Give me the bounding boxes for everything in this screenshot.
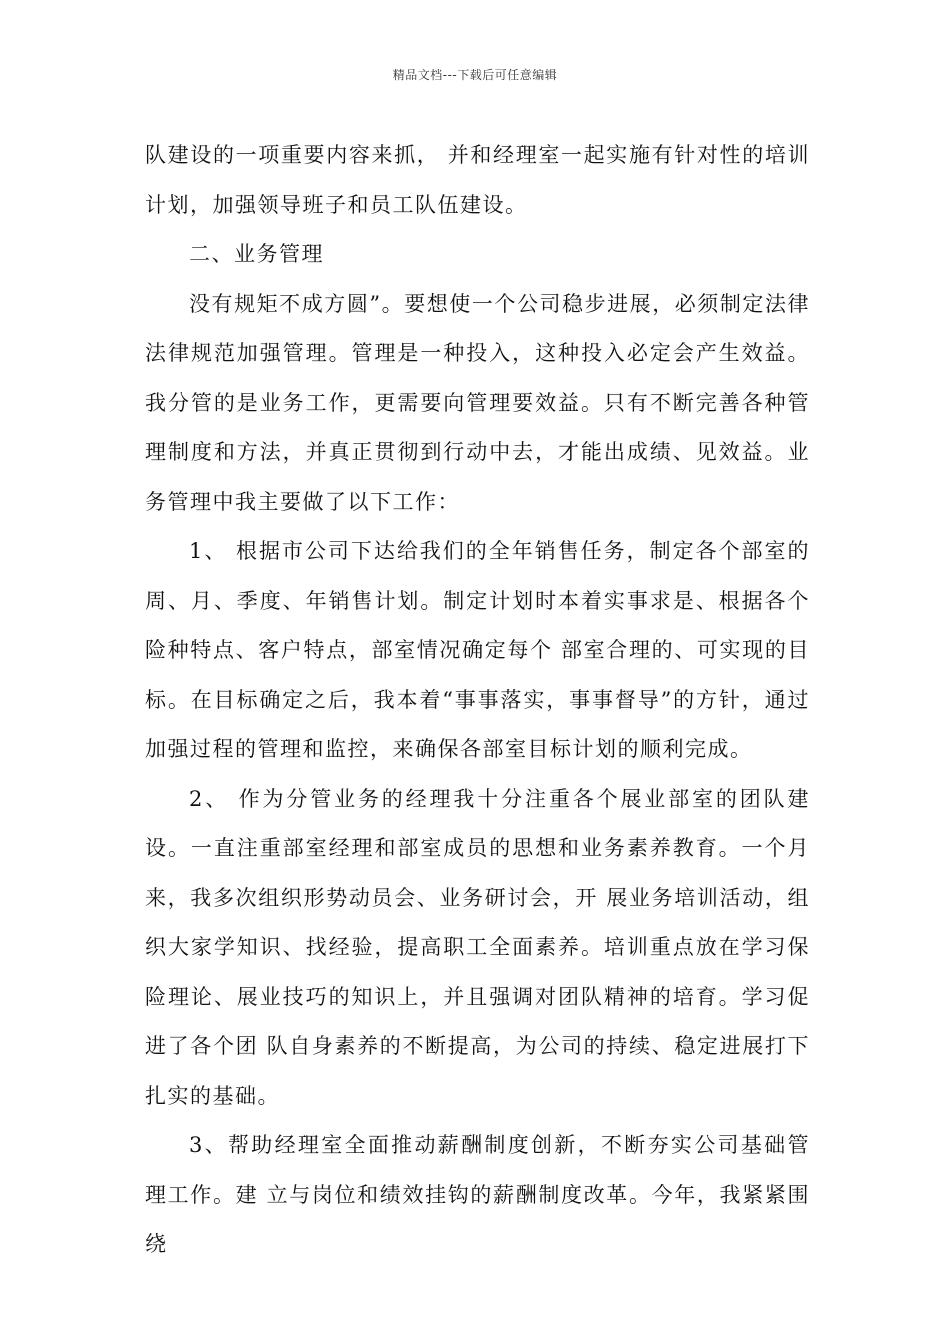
paragraph-team-building: 队建设的一项重要内容来抓， 并和经理室一起实施有针对性的培训计划，加强领导班子和员工队伍建设。	[145, 143, 810, 217]
paragraph-item-3-salary-reform: 3、帮助经理室全面推动薪酬制度创新，不断夯实公司基础管理工作。建 立与岗位和绩效挂钩的薪酬制度改革。今年，我紧紧围绕	[145, 1133, 810, 1256]
paragraph-rules-management: 没有规矩不成方圆”。要想使一个公司稳步进展，必须制定法律法律规范加强管理。管理是一种投入，这种投入必定会产生效益。我分管的是业务工作，更需要向管理要效益。只有不断完善各种管理制度和方法，并真正贯彻到行动中去，才能出成绩、见效益。业务管理中我主要做了以下工作：	[145, 291, 810, 514]
paragraph-item-1-sales-plan: 1、 根据市公司下达给我们的全年销售任务，制定各个部室的周、月、季度、年销售计划。制定计划时本着实事求是、根据各个险种特点、客户特点，部室情况确定每个 部室合理的、可实现的目标。在目标确定之后，我本着“事事落实，事事督导”的方针，通过加强过程的管理和监控，来确保各部室目标计划的顺利完成。	[145, 539, 810, 761]
paragraph-item-2-team-training: 2、 作为分管业务的经理我十分注重各个展业部室的团队建设。一直注重部室经理和部室成员的思想和业务素养教育。一个月来，我多次组织形势动员会、业务研讨会，开 展业务培训活动，组织大家学知识、找经验，提高职工全面素养。培训重点放在学习保险理论、展业技巧的知识上，并且强调对团队精神的培育。学习促进了各个团 队自身素养的不断提高，为公司的持续、稳定进展打下扎实的基础。	[145, 786, 810, 1108]
section-heading-business-management: 二、业务管理	[189, 242, 324, 266]
document-body	[145, 131, 810, 1270]
page-header: 精品文档---下载后可任意编辑	[392, 68, 558, 82]
